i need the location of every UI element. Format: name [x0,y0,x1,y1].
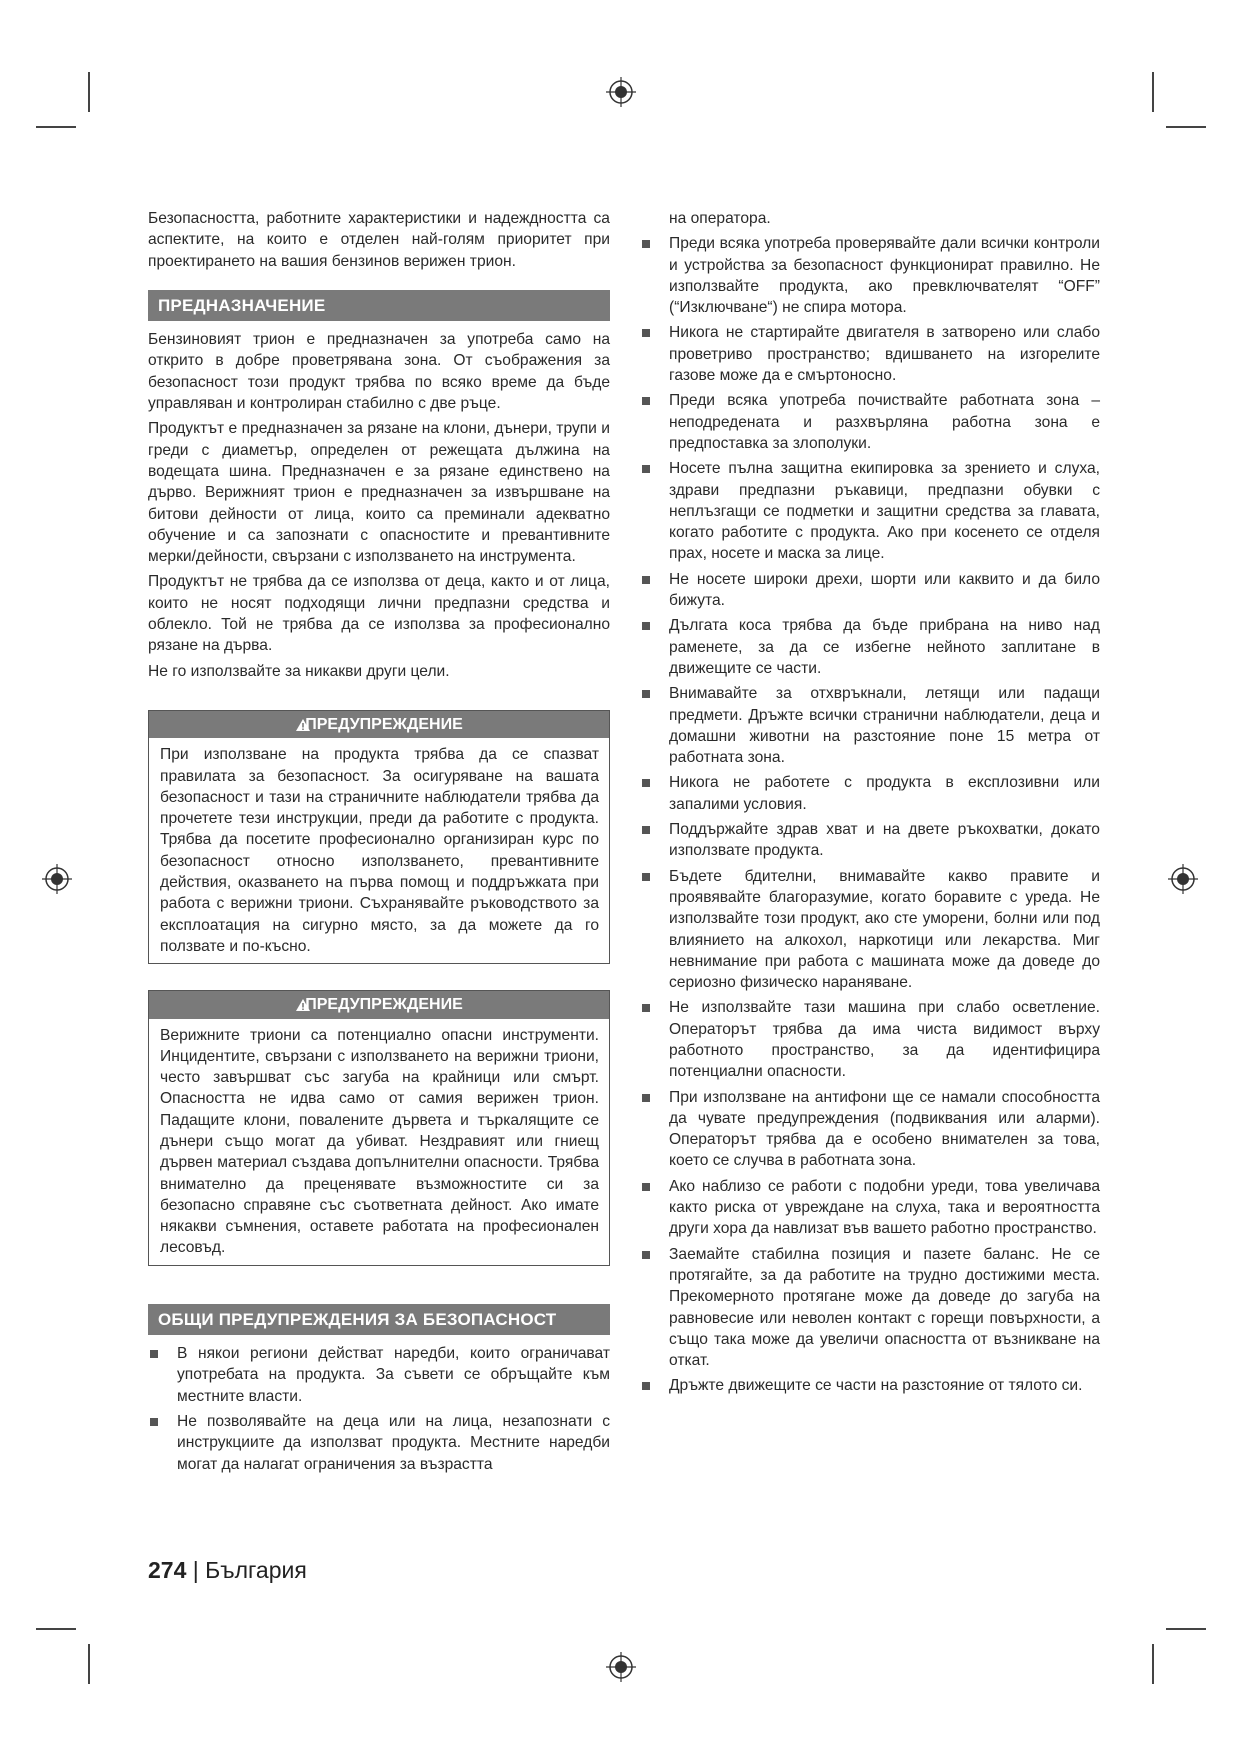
purpose-paragraph: Продуктът не трябва да се използва от деца, както и от лица, които не носят подходящи лични предпазни средства и облекло. Той не трябва да се използва за професионално рязане на дърва. [148,573,610,655]
list-item: Дръжте движещите се части на разстояние от тялото си. [640,1375,1100,1396]
list-item: Не използвайте тази машина при слабо осветление. Операторът трябва да има чиста видимост върху работното пространство, за да идентифицира потенциални опасности. [640,997,1100,1082]
crop-mark [1152,1644,1154,1684]
warning-box [148,710,610,964]
list-item: При използване на антифони ще се намали способността да чувате предупреждения (подвиквания или аларми). Операторът трябва да е особено внимателен за това, което се случва в работната зона. [640,1087,1100,1172]
list-item: Преди всяка употреба проверявайте дали всички контроли и устройства за безопасност функционират правилно. Не използвайте продукта, ако превключвателят “OFF” (“Изключване“) не спира мотора. [640,233,1100,318]
crop-mark [36,1628,76,1630]
footer-language: България [205,1557,307,1583]
list-item: Никога не стартирайте двигателя в затворено или слабо проветриво пространство; вдишването на изгорелите газове може да е смъртоносно. [640,322,1100,386]
left-column [148,208,610,1479]
registration-target-icon [1168,864,1198,894]
warning-title: ПРЕДУПРЕЖДЕНИЕ [305,996,463,1014]
crop-mark [1166,126,1206,128]
list-item: Не носете широки дрехи, шорти или каквито и да било бижута. [640,569,1100,612]
right-column [640,208,1100,1401]
list-item: Никога не работете с продукта в експлозивни или запалими условия. [640,772,1100,815]
registration-target-icon [606,77,636,107]
crop-mark [1152,72,1154,112]
list-item: Преди всяка употреба почиствайте работната зона – неподредената и разхвърляна работна зона е предпоставка за злополуки. [640,390,1100,454]
registration-target-icon [42,864,72,894]
intro-paragraph: Безопасността, работните характеристики и надеждността са аспектите, на които е отделен най-голям приоритет при проектирането на вашия бензинов верижен трион. [148,210,610,270]
purpose-paragraph: Не го използвайте за никакви други цели. [148,662,450,680]
warning-title: ПРЕДУПРЕЖДЕНИЕ [305,715,463,733]
list-item: Не позволявайте на деца или на лица, незапознати с инструкциите да използват продукта. Местните наредби могат да налагат ограничения за възрастта [148,1411,610,1475]
crop-mark [1166,1628,1206,1630]
list-item: Внимавайте за отхвръкнали, летящи или падащи предмети. Дръжте всички странични наблюдатели, деца и домашни животни на разстояние поне 15 метра от работната зона. [640,683,1100,768]
purpose-heading: ПРЕДНАЗНАЧЕНИЕ [148,290,610,321]
list-item: В някои региони действат наредби, които ограничават употребата на продукта. За съвети се обръщайте към местните власти. [148,1343,610,1407]
list-item: Ако наблизо се работи с подобни уреди, това увеличава както риска от увреждане на слуха, така и вероятността други хора да навлизат във вашето работно пространство. [640,1176,1100,1240]
crop-mark [36,126,76,128]
purpose-paragraph: Продуктът е предназначен за рязане на клони, дънери, трупи и греди с диаметър, определен от режещата дължина на водещата шина. Предназначен е за рязане единствено на дърво. Верижният трион е предназначен за извършване на битови дейности от лица, които са преминали адекватно обучение и са запознати с опасностите и превантивните мерки/дейности, свързани с използването на инструмента. [148,420,610,566]
registration-target-icon [606,1652,636,1682]
list-item: Поддържайте здрав хват и на двете ръкохватки, докато използвате продукта. [640,819,1100,862]
warning-header [149,991,609,1018]
list-item: Бъдете бдителни, внимавайте какво правите и проявявайте благоразумие, когато боравите с уреда. Не използвайте този продукт, ако сте уморени, болни или под влиянието на алкохол, наркотици или лекарства. Миг невнимание при работа с машината може да доведе до сериозно физическо нараняване. [640,866,1100,994]
warning-header [149,711,609,738]
warning-text: Верижните триони са потенциално опасни инструменти. Инцидентите, свързани с използването на верижни триони, често завършват със загуба на крайници или смърт. Опасността не идва само от самия верижен трион. Падащите клони, повалените дървета и търкалящите се дънери също могат да убиват. Нездравият или гниещ дървен материал създава допълнителни опасности. Трябва внимателно да преценявате възможностите си за безопасно справяне със съответната дейност. Ако имате някакви съмнения, оставете работата на професионален лесовъд. [160,1026,599,1257]
continuation-text: на оператора. [669,210,771,227]
list-item: Носете пълна защитна екипировка за зрението и слуха, здрави предпазни ръкавици, предпазни обувки с неплъзгащи се подметки и защитни средства за главата, когато работите с продукта. Ако при косенето се отделя прах, носете и маска за лице. [640,458,1100,564]
crop-mark [88,1644,90,1684]
footer-separator: | [192,1557,199,1583]
purpose-paragraph: Бензиновият трион е предназначен за употреба само на открито в добре проветрявана зона. От съображения за безопасност този продукт трябва по всяко време да бъде управляван и контролиран стабилно с две ръце. [148,331,610,413]
safety-list [640,233,1100,1396]
general-warnings-heading: ОБЩИ ПРЕДУПРЕЖДЕНИЯ ЗА БЕЗОПАСНОСТ [148,1304,610,1335]
warning-box [148,990,610,1266]
list-item: Заемайте стабилна позиция и пазете баланс. Не се протягайте, за да работите на трудно достижими места. Прекомерното протягане може да доведе до загуба на равновесие или неволен контакт с горещи повърхности, а също така може да увеличи опасността от възникване на откат. [640,1244,1100,1372]
list-item: Дългата коса трябва да бъде прибрана на ниво над раменете, за да се избегне нейното заплитане в движещите се части. [640,615,1100,679]
page-footer [148,1557,307,1584]
page-number: 274 [148,1557,187,1583]
general-warnings-list [148,1343,610,1475]
warning-text: При използване на продукта трябва да се спазват правилата за безопасност. За осигуряване на вашата безопасност и тази на страничните наблюдатели трябва да прочетете тези инструкции, преди да работите с продукта. Трябва да посетите професионално организиран курс по безопасност относно използването, превантивните действия, оказването на първа помощ и поддръжката при работа с верижни триони. Съхранявайте ръководството за експлоатация на сигурно място, за да можете да го ползвате и по-късно. [160,746,599,955]
crop-mark [88,72,90,112]
